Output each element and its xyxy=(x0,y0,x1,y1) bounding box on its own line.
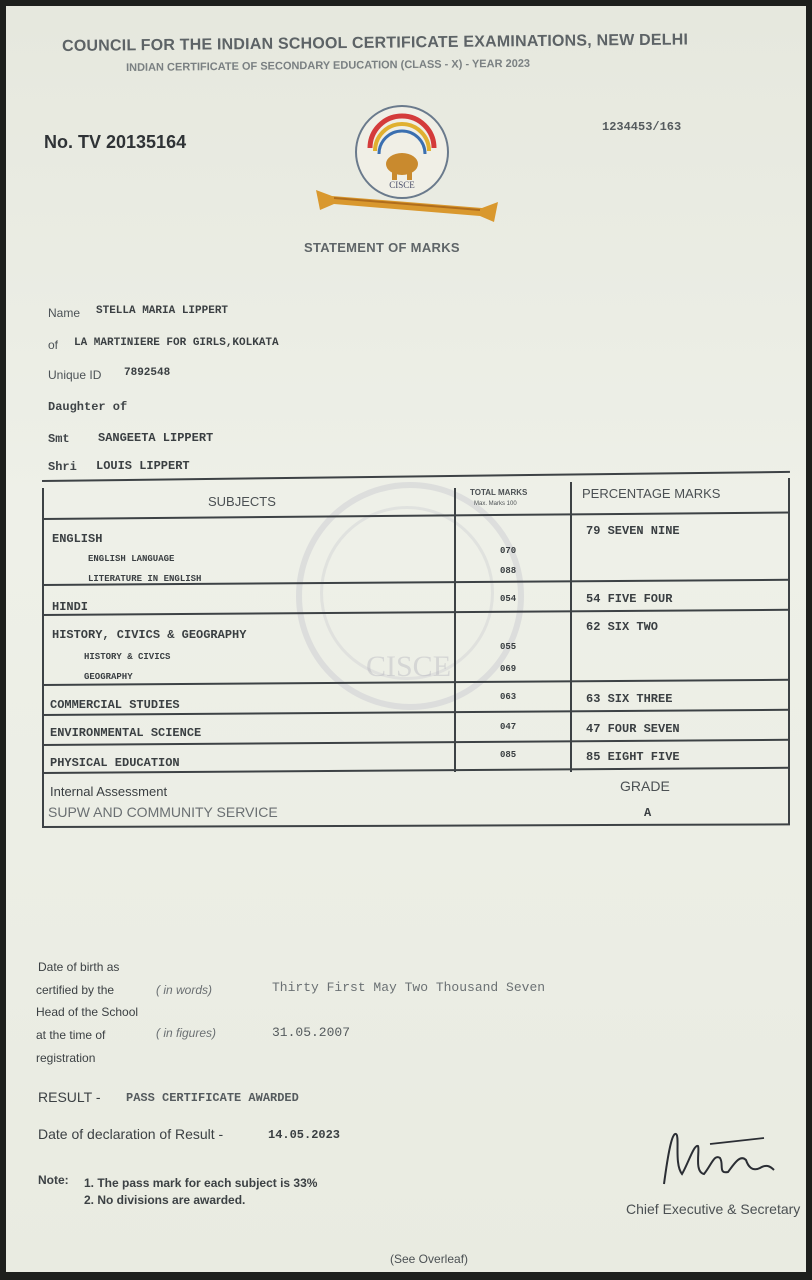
certificate-number: No. TV 20135164 xyxy=(44,132,187,152)
school-name: LA MARTINIERE FOR GIRLS,KOLKATA xyxy=(74,337,279,349)
council-heading: COUNCIL FOR THE INDIAN SCHOOL CERTIFICATE EXAMINATIONS, NEW DELHI xyxy=(62,31,689,55)
subject-history-civics: HISTORY & CIVICS xyxy=(84,652,171,662)
mother-label: Smt xyxy=(48,432,70,446)
in-figures-label: ( in figures) xyxy=(156,1026,217,1040)
subject-commercial-studies: COMMERCIAL STUDIES xyxy=(50,698,180,712)
note-pass-mark: 1. The pass mark for each subject is 33% xyxy=(84,1176,318,1190)
pct-environmental-science: 47 FOUR SEVEN xyxy=(586,722,680,736)
subject-geography: GEOGRAPHY xyxy=(84,672,133,682)
marks-physical-education: 085 xyxy=(500,750,517,760)
watermark-text: CISCE xyxy=(366,650,452,683)
result-label: RESULT - xyxy=(38,1089,101,1105)
logo-text: CISCE xyxy=(389,180,415,190)
marks-commercial-studies: 063 xyxy=(500,692,517,702)
pct-physical-education: 85 EIGHT FIVE xyxy=(586,750,680,764)
declaration-date-label: Date of declaration of Result - xyxy=(38,1126,224,1142)
candidate-name: STELLA MARIA LIPPERT xyxy=(96,305,229,317)
father-name: LOUIS LIPPERT xyxy=(96,459,190,473)
marks-hindi: 054 xyxy=(500,594,517,604)
subject-english-language: ENGLISH LANGUAGE xyxy=(88,554,175,564)
dob-in-words: Thirty First May Two Thousand Seven xyxy=(272,980,546,995)
dob-in-figures: 31.05.2007 xyxy=(272,1025,351,1040)
pct-english: 79 SEVEN NINE xyxy=(586,524,680,538)
cisce-logo-icon xyxy=(312,104,502,226)
subject-english: ENGLISH xyxy=(52,532,103,546)
note-no-divisions: 2. No divisions are awarded. xyxy=(84,1193,246,1207)
in-words-label: ( in words) xyxy=(156,983,213,997)
signature-image xyxy=(654,1124,784,1194)
note-label: Note: xyxy=(38,1173,69,1187)
marks-geography: 069 xyxy=(500,664,517,674)
marks-table xyxy=(38,474,790,824)
exam-subheading: INDIAN CERTIFICATE OF SECONDARY EDUCATION (CLASS - X) - YEAR 2023 xyxy=(126,57,531,74)
signatory-title: Chief Executive & Secretary xyxy=(626,1201,801,1217)
subject-environmental-science: ENVIRONMENTAL SCIENCE xyxy=(50,726,202,740)
col-total-subheader: Max. Marks 100 xyxy=(474,501,517,507)
name-label: Name xyxy=(48,306,81,320)
see-overleaf-text: (See Overleaf) xyxy=(390,1252,469,1266)
marks-environmental-science: 047 xyxy=(500,722,517,732)
dob-label-line1: Date of birth as xyxy=(38,960,120,974)
result-value: PASS CERTIFICATE AWARDED xyxy=(126,1091,299,1105)
dob-label-line3: Head of the School xyxy=(36,1005,139,1019)
subject-physical-education: PHYSICAL EDUCATION xyxy=(50,756,180,770)
col-pct-header: PERCENTAGE MARKS xyxy=(582,486,721,501)
marks-english-language: 070 xyxy=(500,546,517,556)
grade-label: GRADE xyxy=(620,778,670,794)
marks-literature-in-english: 088 xyxy=(500,566,517,576)
marks-history-civics: 055 xyxy=(500,642,517,652)
subject-hindi: HINDI xyxy=(52,600,89,614)
pct-hindi: 54 FIVE FOUR xyxy=(586,592,673,606)
unique-id-label: Unique ID xyxy=(48,368,102,382)
pct-commercial-studies: 63 SIX THREE xyxy=(586,692,673,706)
subject-history-civics-geography: HISTORY, CIVICS & GEOGRAPHY xyxy=(52,628,247,642)
supw-grade: A xyxy=(644,806,652,820)
unique-id-value: 7892548 xyxy=(124,367,171,379)
mother-name: SANGEETA LIPPERT xyxy=(98,431,214,445)
father-label: Shri xyxy=(48,460,77,474)
col-subjects-header: SUBJECTS xyxy=(208,494,276,509)
dob-label-line2: certified by the xyxy=(36,983,115,997)
relation-label: Daughter of xyxy=(48,400,128,414)
subject-literature-in-english: LITERATURE IN ENGLISH xyxy=(88,574,202,584)
col-total-header: TOTAL MARKS xyxy=(470,488,528,497)
statement-title: STATEMENT OF MARKS xyxy=(304,240,460,255)
declaration-date: 14.05.2023 xyxy=(268,1128,341,1142)
pct-history-civics-geography: 62 SIX TWO xyxy=(586,620,659,634)
supw-label: SUPW AND COMMUNITY SERVICE xyxy=(48,804,278,820)
serial-number: 1234453/163 xyxy=(602,120,682,134)
internal-assessment-label: Internal Assessment xyxy=(50,784,168,799)
of-label: of xyxy=(48,338,59,352)
dob-label-line5: registration xyxy=(36,1051,96,1065)
dob-label-line4: at the time of xyxy=(36,1028,106,1042)
